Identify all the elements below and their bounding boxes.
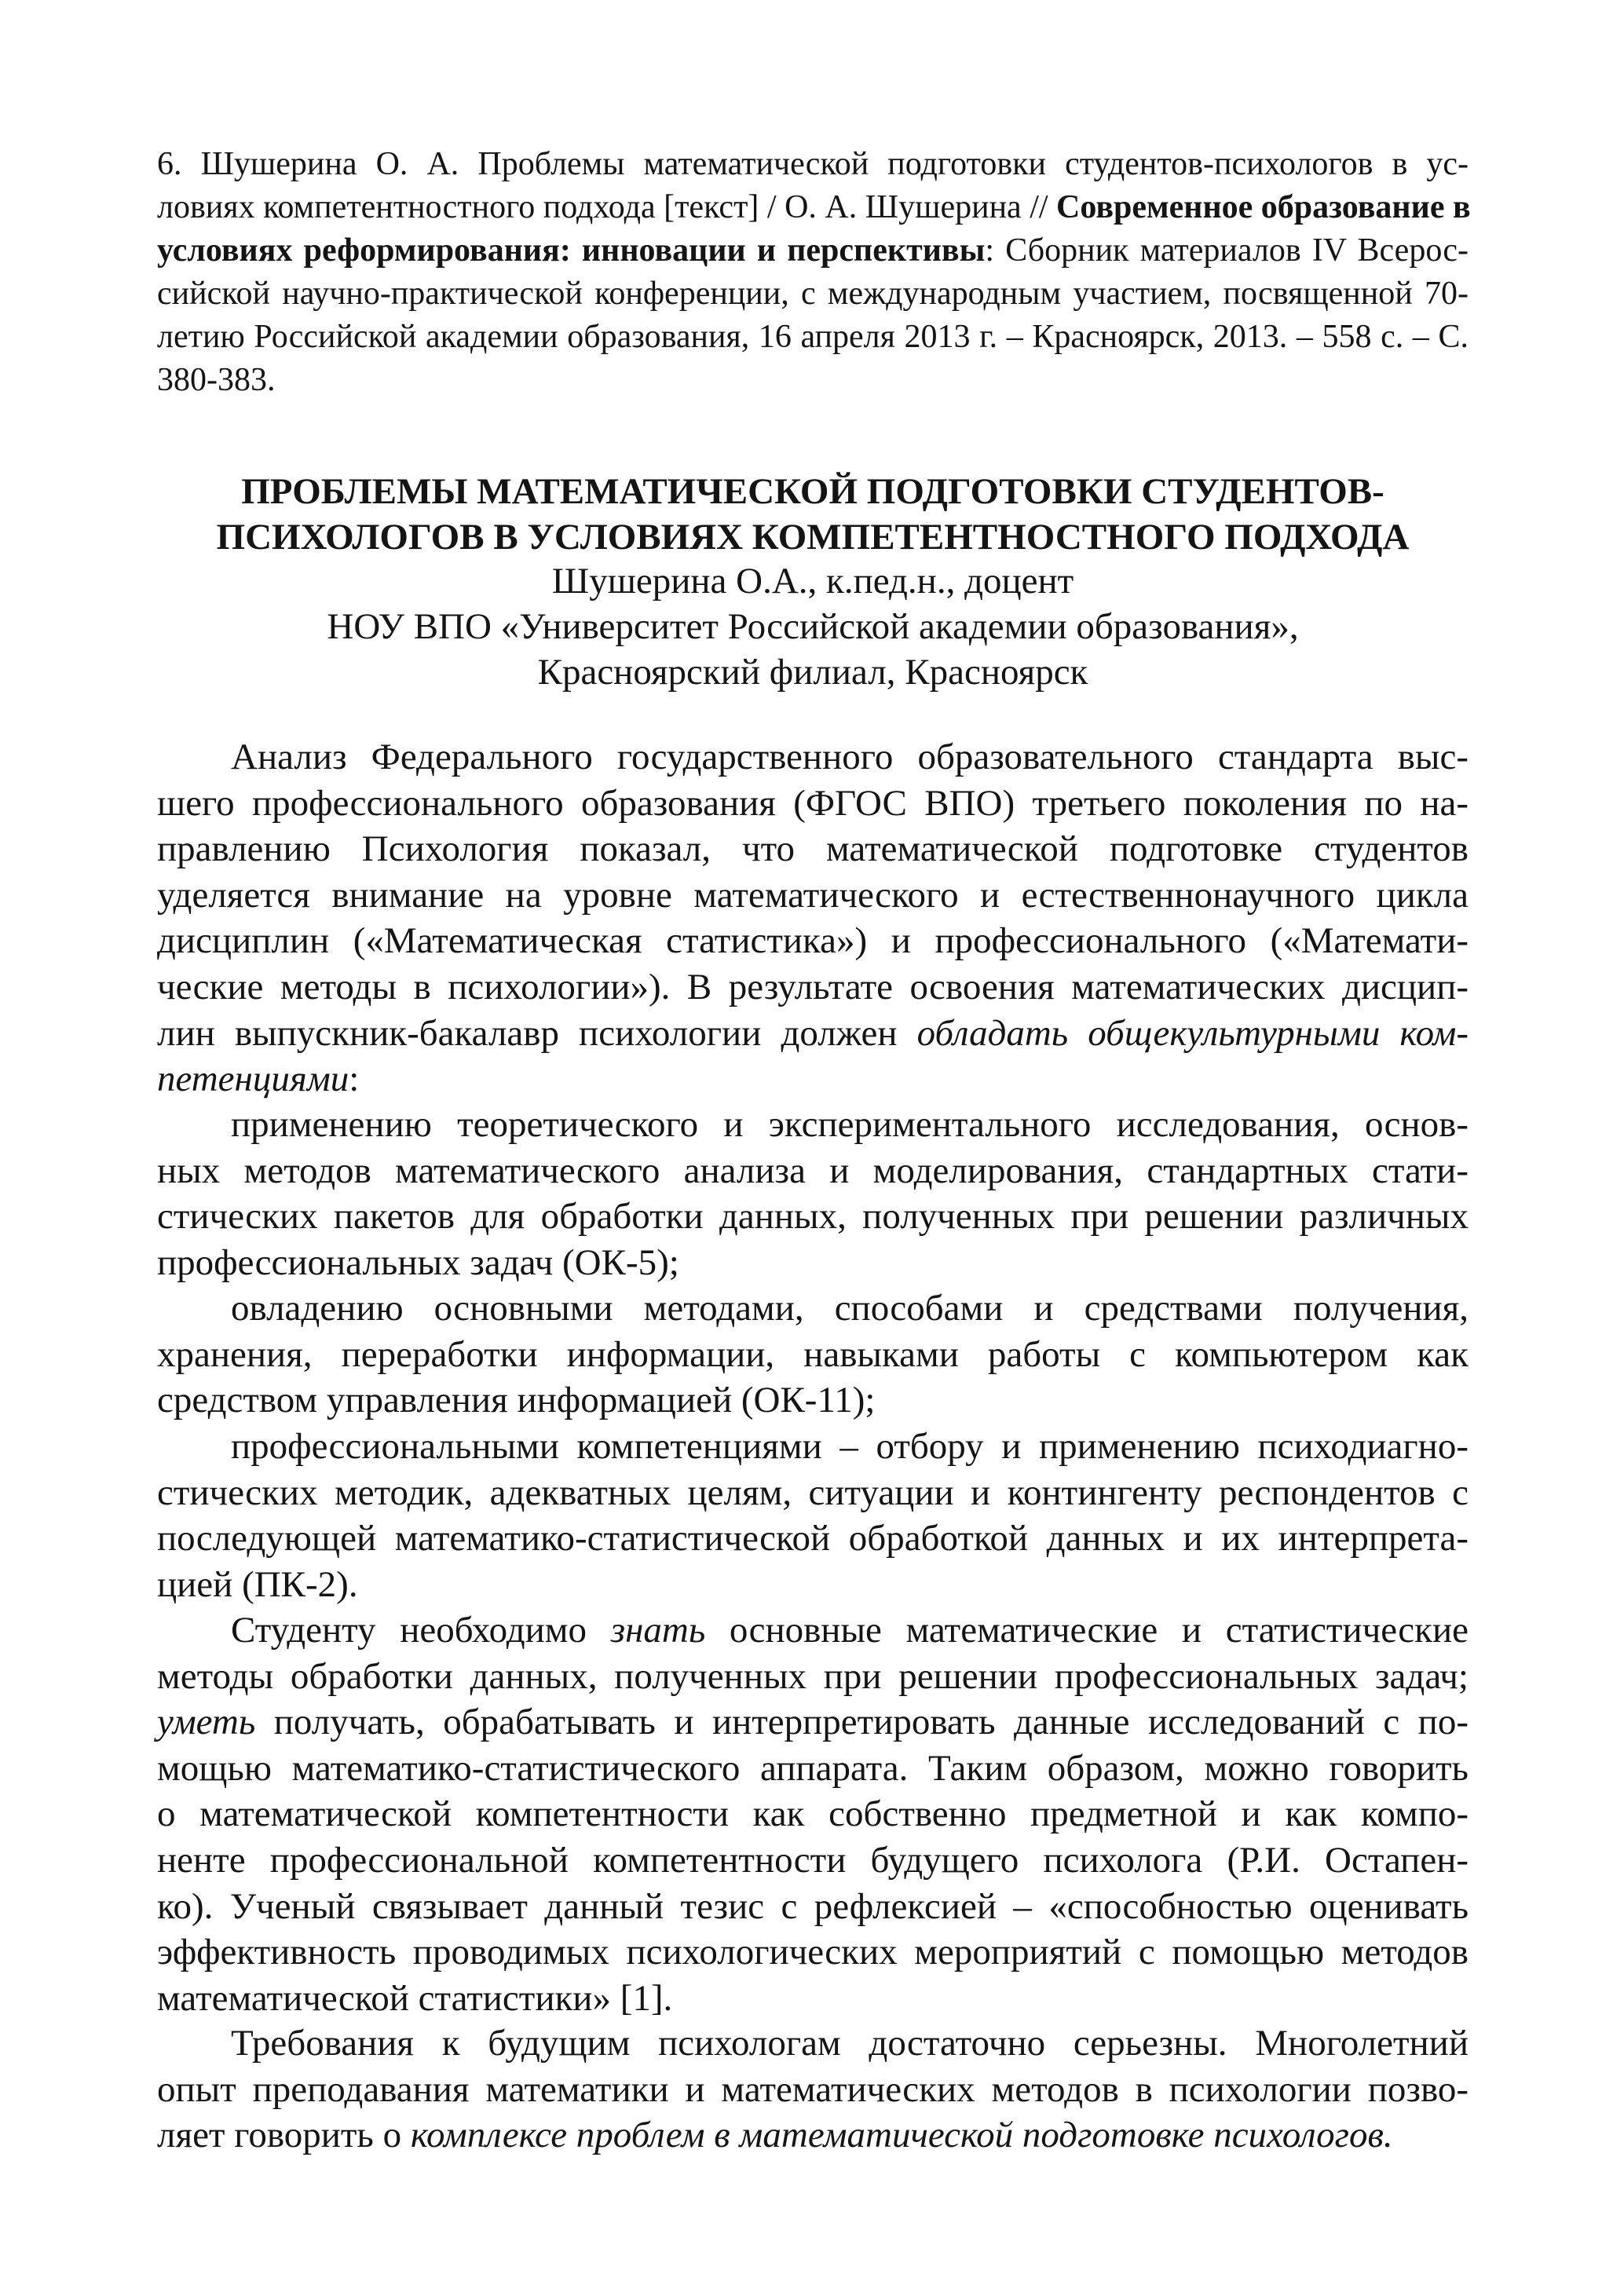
affiliation-line-1: НОУ ВПО «Университет Российской академии образования»,: [327, 606, 1299, 647]
paragraph-line: о математической компетентности как собственно предметной и как компо-: [157, 1793, 1469, 1835]
bibliographic-reference: [157, 143, 1469, 402]
paragraph-2: [157, 1102, 1469, 1285]
paragraph-line: профессиональных задач (ОК-5);: [157, 1241, 679, 1283]
paragraph-6: [157, 2020, 1469, 2159]
paragraph-line: уделяется внимание на уровне математического и естественнонаучного цикла: [157, 874, 1469, 916]
paragraph-text: получать, обрабатывать и интерпретировать данные исследований с по-: [255, 1702, 1469, 1743]
paragraph-line: [157, 1056, 1469, 1102]
article-title-line-2: ПСИХОЛОГОВ В УСЛОВИЯХ КОМПЕТЕНТНОСТНОГО ПОДХОДА: [216, 517, 1410, 558]
paragraph-1: [157, 734, 1469, 1102]
paragraph-line: Требования к будущим психологам достаточно серьезны. Многолетний: [231, 2023, 1469, 2064]
paragraph-text: Студенту необходимо: [231, 1610, 611, 1651]
paragraph-text: ляет говорить о: [157, 2115, 411, 2156]
paragraph-line: профессиональными компетенциями – отбору и применению психодиагно-: [231, 1426, 1469, 1467]
paragraph-line: эффективность проводимых психологических мероприятий с помощью методов: [157, 1932, 1469, 1973]
paragraph-text: :: [349, 1058, 360, 1100]
reference-line: 380-383.: [157, 362, 276, 398]
reference-text: : Сборник материалов IV Всерос-: [985, 232, 1469, 269]
paragraph-line: Анализ Федерального государственного образовательного стандарта выс-: [231, 737, 1469, 777]
reference-line: сийской научно-практической конференции, с международным участием, посвященной 70-: [157, 276, 1469, 312]
reference-source-title: условиях реформирования: инновации и перспективы: [157, 232, 986, 269]
emphasis-text: обладать общекультурными ком-: [916, 1012, 1469, 1054]
paragraph-5: [157, 1607, 1469, 2021]
paragraph-4: [157, 1424, 1469, 1607]
paragraph-line: мощью математико-статистического аппарата. Таким образом, можно говорить: [157, 1747, 1469, 1789]
paragraph-line: [157, 1699, 1469, 1746]
reference-line: [157, 229, 1469, 272]
paragraph-line: правлению Психология показал, что математической подготовке студентов: [157, 828, 1469, 870]
reference-line: летию Российской академии образования, 16 апреля 2013 г. – Красноярск, 2013. – 558 с. – С.: [157, 319, 1469, 355]
paragraph-line: [157, 2112, 1469, 2159]
paragraph-line: стических пакетов для обработки данных, полученных при решении различных: [157, 1196, 1469, 1238]
paragraph-3: [157, 1285, 1469, 1424]
paragraph-line: стических методик, адекватных целям, ситуации и контингенту респондентов с: [157, 1472, 1469, 1513]
paragraph-text: основные математические и статистические: [705, 1610, 1469, 1651]
paragraph-line: опыт преподавания математики и математических методов в психологии позво-: [157, 2068, 1469, 2110]
paragraph-line: математической статистики» [1].: [157, 1977, 673, 2019]
paragraph-line: [157, 1607, 1469, 1654]
paragraph-line: средством управления информацией (ОК-11);: [157, 1380, 876, 1421]
paragraph-line: цией (ПК-2).: [157, 1563, 358, 1605]
reference-text: ловиях компетентностного подхода [текст] / О. А. Шушерина //: [157, 189, 1057, 225]
emphasis-text: комплексе проблем в математической подготовке психологов.: [410, 2115, 1393, 2156]
paragraph-line: последующей математико-статистической обработкой данных и их интерпрета-: [157, 1518, 1469, 1559]
emphasis-text: петенциями: [157, 1058, 349, 1100]
paragraph-line: применению теоретического и экспериментального исследования, основ-: [231, 1104, 1469, 1145]
emphasis-text: уметь: [157, 1702, 256, 1743]
paragraph-line: ненте профессиональной компетентности будущего психолога (Р.И. Остапен-: [157, 1839, 1469, 1881]
affiliation-line-2: Красноярский филиал, Красноярск: [537, 652, 1088, 693]
paragraph-line: методы обработки данных, полученных при решении профессиональных задач;: [157, 1655, 1469, 1697]
paragraph-line: хранения, переработки информации, навыками работы с компьютером как: [157, 1333, 1469, 1375]
reference-source-title: Современное образование в: [1056, 189, 1471, 225]
paragraph-line: дисциплин («Математическая статистика») и профессионального («Математи-: [157, 920, 1469, 962]
paragraph-text: лин выпускник-бакалавр психологии должен: [157, 1012, 917, 1054]
paragraph-line: ческие методы в психологии»). В результате освоения математических дисцип-: [157, 966, 1469, 1007]
paragraph-line: овладению основными методами, способами и средствами получения,: [231, 1288, 1469, 1329]
paragraph-line: шего профессионального образования (ФГОС ВПО) третьего поколения по на-: [157, 782, 1469, 824]
reference-line: 6. Шушерина О. А. Проблемы математической подготовки студентов-психологов в ус-: [157, 146, 1469, 182]
paragraph-line: ко). Ученый связывает данный тезис с рефлексией – «способностью оценивать: [157, 1885, 1469, 1927]
author-line: Шушерина О.А., к.пед.н., доцент: [551, 561, 1074, 601]
paragraph-line: [157, 1011, 1469, 1057]
article-title-line-1: ПРОБЛЕМЫ МАТЕМАТИЧЕСКОЙ ПОДГОТОВКИ СТУДЕНТОВ-: [241, 471, 1384, 512]
paragraph-line: ных методов математического анализа и моделирования, стандартных стати-: [157, 1150, 1469, 1191]
emphasis-text: знать: [610, 1610, 706, 1651]
reference-line: [157, 186, 1469, 229]
